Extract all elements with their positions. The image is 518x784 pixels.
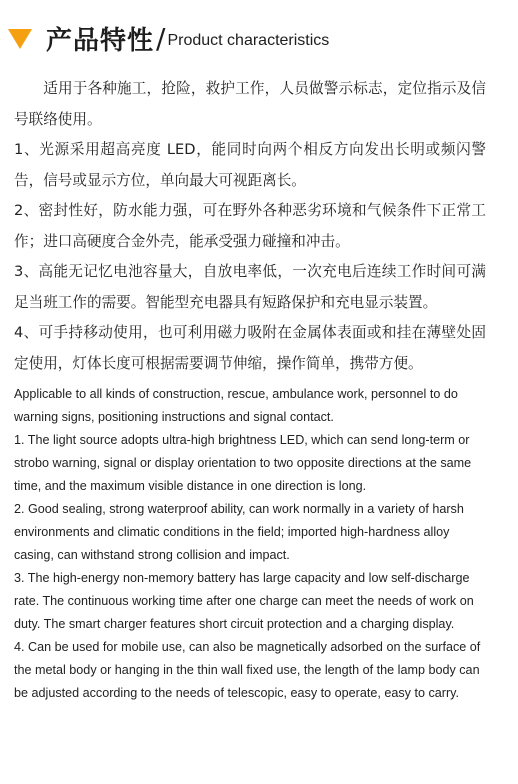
- title-chinese: 产品特性: [46, 25, 155, 56]
- cn-intro-paragraph: 适用于各种施工，抢险，救护工作，人员做警示标志，定位指示及信号联络使用。: [14, 80, 486, 128]
- en-feature-1: 1. The light source adopts ultra-high brightness LED, which can send long-term or strobo warning, signal or display orientation to two opposite directions at the same time, and the maximum visible distance in one direction is long.: [14, 433, 472, 493]
- en-feature-2: 2. Good sealing, strong waterproof ability, can work normally in a variety of harsh environments and climatic conditions in the field; imported high-hardness alloy casing, can withstand strong collision and impact.: [14, 502, 464, 562]
- cn-feature-1: 1、光源采用超高亮度 LED，能同时向两个相反方向发出长明或频闪警告，信号或显示方位，单向最大可视距离长。: [14, 141, 486, 189]
- en-feature-4: 4. Can be used for mobile use, can also be magnetically adsorbed on the surface of the metal body or hanging in the thin wall fixed use, the length of the lamp body can be adjusted according to the needs of telescopic, easy to operate, easy to carry.: [14, 640, 481, 700]
- en-intro-paragraph: Applicable to all kinds of construction, rescue, ambulance work, personnel to do warning signs, positioning instructions and signal contact.: [14, 387, 458, 424]
- cn-feature-3: 3、高能无记忆电池容量大，自放电率低，一次充电后连续工作时间可满足当班工作的需要。智能型充电器具有短路保护和充电显示装置。: [14, 263, 486, 311]
- cn-feature-2: 2、密封性好，防水能力强，可在野外各种恶劣环境和气候条件下正常工作；进口高硬度合金外壳，能承受强力碰撞和冲击。: [14, 202, 486, 250]
- title-english: Product characteristics: [167, 32, 330, 49]
- en-feature-3: 3. The high-energy non-memory battery has large capacity and low self-discharge rate. The continuous working time after one charge can meet the needs of work on duty. The smart charger features short circuit protection and a charging display.: [14, 571, 474, 631]
- cn-feature-4: 4、可手持移动使用，也可利用磁力吸附在金属体表面或和挂在薄壁处固定使用，灯体长度可根据需要调节伸缩，操作简单，携带方便。: [14, 324, 486, 372]
- title-separator: /: [156, 21, 166, 55]
- triangle-down-icon: [8, 29, 32, 49]
- chinese-description: [14, 74, 486, 379]
- section-header: [8, 20, 329, 56]
- english-description: [14, 383, 486, 705]
